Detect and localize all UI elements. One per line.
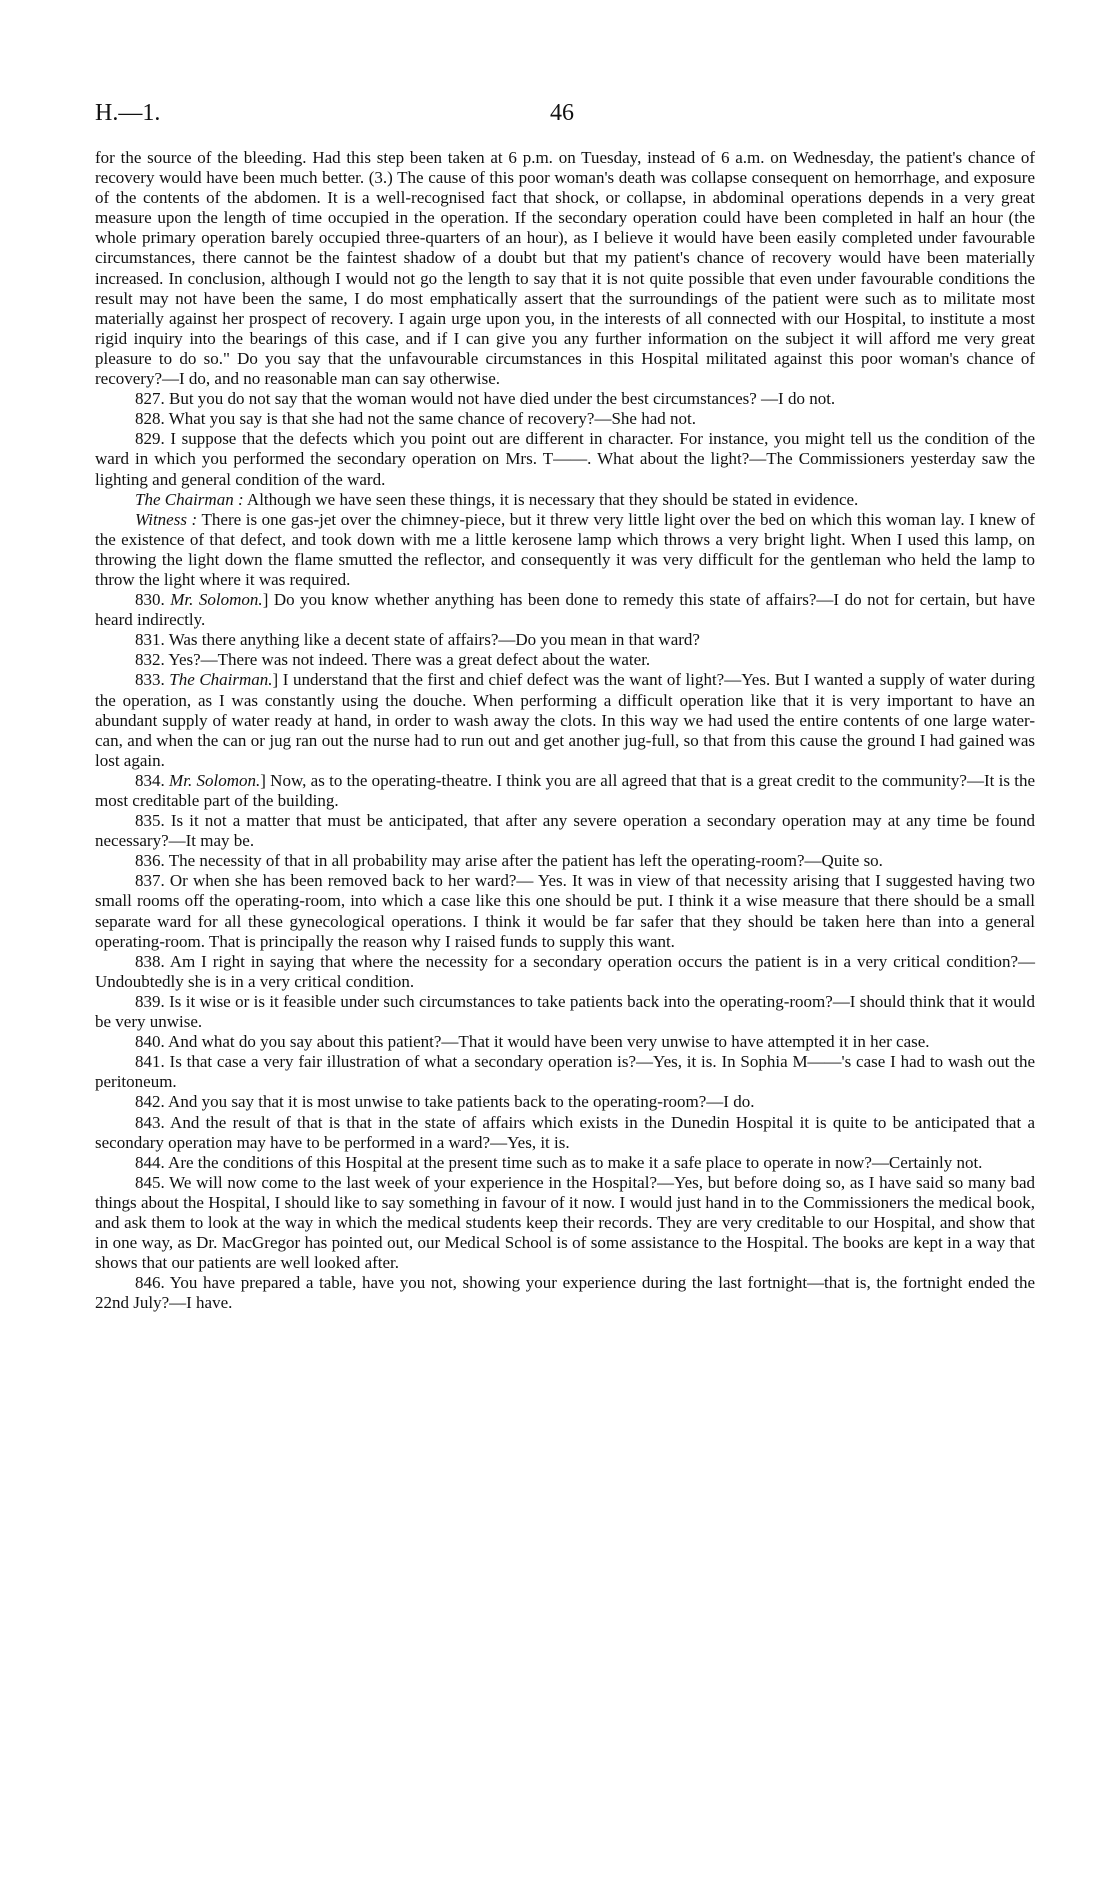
question-answer: 833. The Chairman.] I understand that the first and chief defect was the want of light?—Yes. But I wanted a supply of water during the operation, as I was constantly using the douche. When performing a difficult operation like that it is very important to have an abundant supply of water ready at hand, in order to wash away the clots. In this way we had used the entire contents of one large water-can, and when the can or jug ran out the nurse had to run out and get another jug-full, so that from this cause the ground I had gained was lost again. [95,670,1035,770]
speaker-statement: Witness : There is one gas-jet over the chimney-piece, but it threw very little light over the bed on which this woman lay. I knew of the existence of that defect, and took down with me a little kerosene lamp which throws a very bright light. When I used this lamp, on throwing the light down the flame smutted the reflector, and consequently it was very difficult for the gentleman who held the lamp to throw the light where it was required. [95,509,1035,589]
speaker-name: Mr. Solomon. [170,590,263,610]
question-answer: 836. The necessity of that in all probability may arise after the patient has left the operating-room?—Quite so. [135,851,883,871]
page-header [95,100,1035,148]
question-answer: 834. Mr. Solomon.] Now, as to the operating-theatre. I think you are all agreed that that is a great credit to the community?—It is the most creditable part of the building. [95,770,1036,810]
question-answer: 841. Is that case a very fair illustration of what a secondary operation is?—Yes, it is. In Sophia M——'s case I had to wash out the peritoneum. [95,1052,1035,1092]
question-answer: 846. You have prepared a table, have you not, showing your experience during the last fortnight—that is, the fortnight ended the 22nd July?—I have. [95,1273,1035,1313]
page-number: 46 [550,100,574,126]
question-answer: 827. But you do not say that the woman would not have died under the best circumstances? —I do not. [135,389,836,409]
question-answer: 829. I suppose that the defects which you point out are different in character. For instance, you might tell us the condition of the ward in which you performed the secondary operation on Mrs. T——. What about the light?—The Commissioners yesterday saw the lighting and general condition of the ward. [95,429,1035,489]
speaker-statement: The Chairman : Although we have seen these things, it is necessary that they should be stated in evidence. [135,489,859,509]
question-answer: 838. Am I right in saying that where the necessity for a secondary operation occurs the patient is in a very critical condition?—Undoubtedly she is in a very critical condition. [95,951,1035,991]
question-answer: 844. Are the conditions of this Hospital at the present time such as to make it a safe place to operate in now?—Certainly not. [135,1152,983,1172]
document-page [95,100,1035,1313]
speaker-name: The Chairman. [169,670,273,690]
question-answer: 835. Is it not a matter that must be anticipated, that after any severe operation a secondary operation may at any time be found necessary?—It may be. [95,811,1035,851]
question-answer: 837. Or when she has been removed back to her ward?— Yes. It was in view of that necessity arising that I suggested having two small rooms off the operating-room, into which a case like this one should be put. I think it a wise measure that there should be a small separate ward for all these gynecological operations. I think it would be far safer that they should be taken here than into a general operating-room. That is principally the reason why I raised funds to supply this want. [95,871,1035,951]
question-answer: 831. Was there anything like a decent state of affairs?—Do you mean in that ward? [135,630,700,650]
body-text [95,148,1035,1313]
paragraph: for the source of the bleeding. Had this step been taken at 6 p.m. on Tuesday, instead of 6 a.m. on Wednesday, the patient's chance of recovery would have been much better. (3.) The cause of this poor woman's death was collapse consequent on hemorrhage, and exposure of the contents of the abdomen. It is a well-recognised fact that shock, or collapse, in abdominal operations depends in a very great measure upon the length of time occupied in the operation. If the secondary operation could have been completed in half an hour (the whole primary operation barely occupied three-quarters of an hour), as I believe it would have been easily completed under favourable circumstances, there cannot be the faintest shadow of a doubt but that my patient's chance of recovery would have been materially increased. In conclusion, although I would not go the length to say that it is not quite possible that even under favourable conditions the result may not have been the same, I do most emphatically assert that the surroundings of the patient were such as to militate most materially against her prospect of recovery. I again urge upon you, in the interests of all connected with our Hospital, to institute a most rigid inquiry into the bearings of this case, and if I can give you any further information on the subject it will afford me very great pleasure to do so." Do you say that the unfavourable circumstances in this Hospital militated against this poor woman's chance of recovery?—I do, and no reasonable man can say otherwise. [95,148,1035,389]
question-answer: 845. We will now come to the last week of your experience in the Hospital?—Yes, but before doing so, as I have said so many bad things about the Hospital, I should like to say something in favour of it now. I would just hand in to the Commissioners the medical book, and ask them to look at the way in which the medical students keep their records. They are very creditable to our Hospital, and show that in one way, as Dr. MacGregor has pointed out, our Medical School is of some assistance to the Hospital. The books are kept in a way that shows that our patients are well looked after. [95,1172,1035,1273]
question-answer: 839. Is it wise or is it feasible under such circumstances to take patients back into the operating-room?—I should think that it would be very unwise. [95,991,1035,1032]
question-answer: 843. And the result of that is that in the state of affairs which exists in the Dunedin Hospital it is quite to be anticipated that a secondary operation may have to be performed in a ward?—Yes, it is. [95,1112,1035,1152]
speaker-name: The Chairman : [135,489,244,509]
speaker-name: Witness : [135,509,198,529]
question-answer: 840. And what do you say about this patient?—That it would have been very unwise to have attempted it in her case. [135,1032,930,1052]
speaker-name: Mr. Solomon. [169,770,261,790]
question-answer: 828. What you say is that she had not the same chance of recovery?—She had not. [135,409,696,429]
question-answer: 842. And you say that it is most unwise to take patients back to the operating-room?—I do. [135,1092,755,1112]
question-answer: 832. Yes?—There was not indeed. There was a great defect about the water. [135,650,651,670]
question-answer: 830. Mr. Solomon.] Do you know whether anything has been done to remedy this state of affairs?—I do not for certain, but have heard indirectly. [95,590,1035,630]
document-reference: H.—1. [95,100,161,126]
